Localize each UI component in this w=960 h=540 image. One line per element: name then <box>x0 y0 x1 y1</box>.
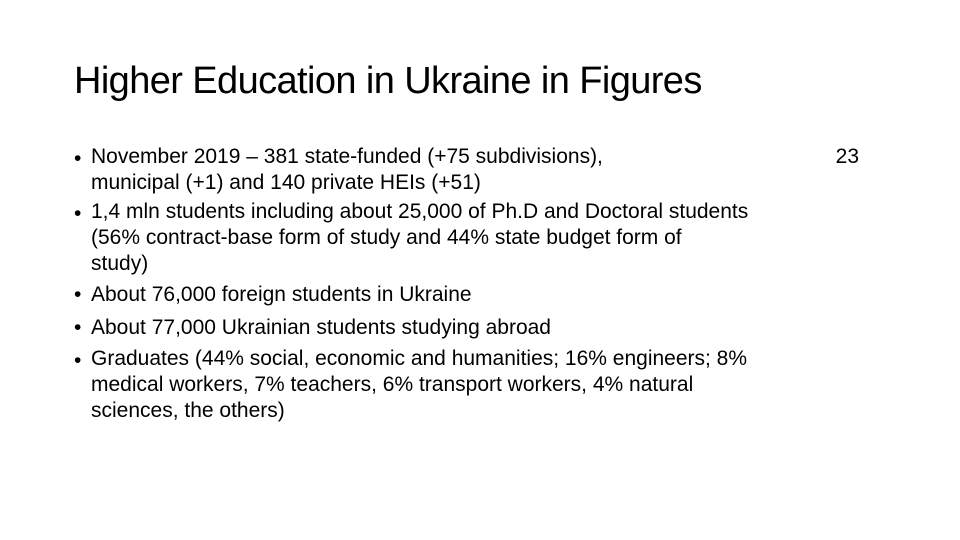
bullet-item-students <box>74 199 894 277</box>
bullet-item-foreign-students <box>74 280 894 310</box>
bullet-text: Graduates (44% social, economic and humanities; 16% engineers; 8% <box>91 347 748 370</box>
bullet-list <box>74 144 894 427</box>
bullet-text: 1,4 mln students including about 25,000 of Ph.D and Doctoral students <box>91 200 749 223</box>
bullet-item-hei-count <box>74 144 894 196</box>
bullet-item-graduates <box>74 346 894 424</box>
bullet-marker: • <box>74 349 82 372</box>
bullet-item-students-abroad <box>74 313 894 343</box>
bullet-marker: • <box>74 283 82 306</box>
bullet-text: municipal (+1) and 140 private HEIs (+51) <box>91 171 481 194</box>
bullet-line <box>91 144 859 170</box>
bullet-text: sciences, the others) <box>91 399 285 422</box>
bullet-text: 23 <box>835 145 859 168</box>
bullet-marker: • <box>74 147 82 170</box>
bullet-marker: • <box>74 202 82 225</box>
bullet-text: November 2019 – 381 state-funded (+75 subdivisions), <box>91 145 603 168</box>
bullet-text: About 76,000 foreign students in Ukraine <box>91 283 472 306</box>
bullet-text: medical workers, 7% teachers, 6% transport workers, 4% natural <box>91 373 694 396</box>
bullet-text: study) <box>91 252 149 275</box>
slide-title: Higher Education in Ukraine in Figures <box>74 60 702 102</box>
bullet-text: About 77,000 Ukrainian students studying abroad <box>91 316 551 339</box>
bullet-text: (56% contract-base form of study and 44% state budget form of <box>91 226 682 249</box>
bullet-marker: • <box>74 316 82 339</box>
